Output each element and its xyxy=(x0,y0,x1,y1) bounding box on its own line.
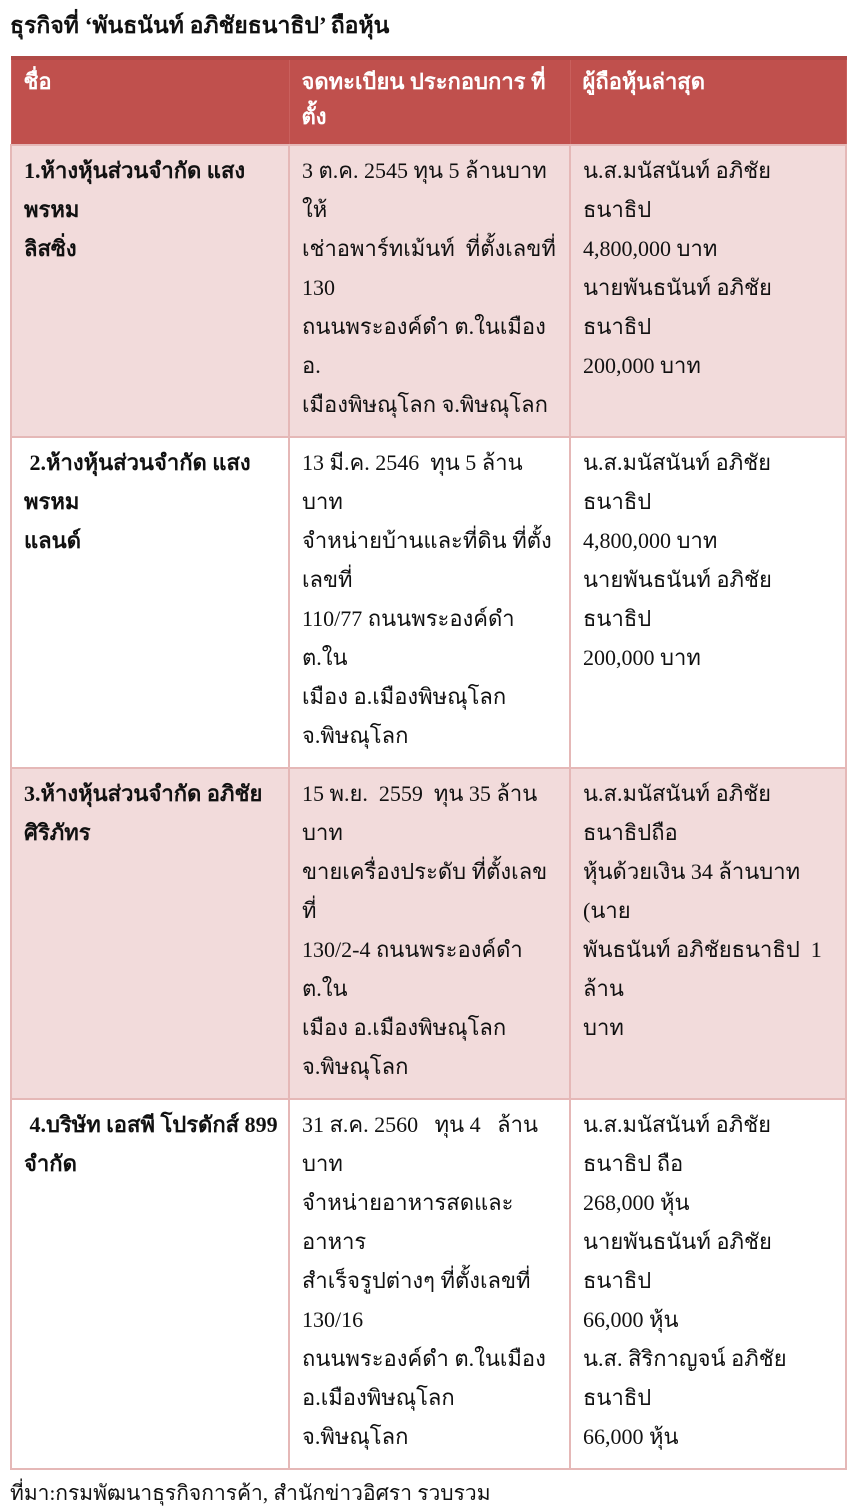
cell-line: นายพันธนันท์ อภิชัยธนาธิป xyxy=(583,1229,772,1293)
cell-line: จำหน่ายอาหารสดและอาหาร xyxy=(302,1190,514,1254)
cell-line: ขายเครื่องประดับ ที่ตั้งเลขที่ xyxy=(302,859,548,923)
cell-line: นายพันธนันท์ อภิชัยธนาธิป xyxy=(583,567,772,631)
cell-registration xyxy=(289,1099,570,1469)
page-title: ธุรกิจที่ ‘พันธนันท์ อภิชัยธนาธิป’ ถือหุ้น xyxy=(10,13,390,38)
cell-name xyxy=(11,1099,289,1469)
column-header-name: ชื่อ xyxy=(11,58,289,145)
cell-line: หุ้นด้วยเงิน 34 ล้านบาท (นาย xyxy=(583,859,812,923)
cell-line: 66,000 หุ้น xyxy=(583,1307,679,1332)
cell-line: 110/77 ถนนพระองค์ดำ ต.ใน xyxy=(302,606,521,670)
table-row xyxy=(11,145,846,437)
table-row xyxy=(11,437,846,768)
cell-line: 2.ห้างหุ้นส่วนจำกัด แสงพรหม xyxy=(24,450,251,514)
cell-line: 66,000 หุ้น xyxy=(583,1424,679,1449)
table-row xyxy=(11,768,846,1099)
cell-shareholders xyxy=(570,1099,846,1469)
cell-line: จำกัด xyxy=(24,1151,77,1176)
shareholding-table xyxy=(10,56,847,1470)
cell-line: แลนด์ xyxy=(24,528,81,553)
cell-line: จำหน่ายบ้านและที่ดิน ที่ตั้งเลขที่ xyxy=(302,528,552,592)
cell-shareholders xyxy=(570,145,846,437)
cell-line: 4.บริษัท เอสพี โปรดักส์ 899 xyxy=(24,1112,278,1137)
cell-line: เช่าอพาร์ทเม้นท์ ที่ตั้งเลขที่ 130 xyxy=(302,236,562,300)
cell-line: 31 ส.ค. 2560 ทุน 4 ล้านบาท xyxy=(302,1112,539,1176)
cell-line: เมืองพิษณุโลก จ.พิษณุโลก xyxy=(302,392,548,417)
cell-line: 200,000 บาท xyxy=(583,353,701,378)
cell-line: 4,800,000 บาท xyxy=(583,236,718,261)
cell-shareholders xyxy=(570,437,846,768)
cell-line: สำเร็จรูปต่างๆ ที่ตั้งเลขที่ 130/16 xyxy=(302,1268,537,1332)
table-body xyxy=(11,145,846,1469)
cell-line: น.ส.มนัสนันท์ อภิชัยธนาธิป xyxy=(583,450,772,514)
table-header-row xyxy=(11,58,846,145)
cell-shareholders xyxy=(570,768,846,1099)
cell-line: เมือง อ.เมืองพิษณุโลก xyxy=(302,1015,507,1040)
cell-line: 200,000 บาท xyxy=(583,645,701,670)
cell-line: บาท xyxy=(583,1015,624,1040)
cell-line: จ.พิษณุโลก xyxy=(302,723,409,748)
cell-line: 3 ต.ค. 2545 ทุน 5 ล้านบาท ให้ xyxy=(302,158,564,222)
cell-line: นายพันธนันท์ อภิชัยธนาธิป xyxy=(583,275,772,339)
cell-line: เมือง อ.เมืองพิษณุโลก xyxy=(302,684,507,709)
column-header-shareholders: ผู้ถือหุ้นล่าสุด xyxy=(570,58,846,145)
column-header-registration: จดทะเบียน ประกอบการ ที่ตั้ง xyxy=(289,58,570,145)
cell-name xyxy=(11,768,289,1099)
cell-line: อ.เมืองพิษณุโลก จ.พิษณุโลก xyxy=(302,1385,461,1449)
cell-registration xyxy=(289,437,570,768)
source-note: ที่มา:กรมพัฒนาธุรกิจการค้า, สำนักข่าวอิศรา รวบรวม xyxy=(10,1481,491,1505)
cell-line: 15 พ.ย. 2559 ทุน 35 ล้านบาท xyxy=(302,781,538,845)
cell-line: น.ส. สิริกาญจน์ อภิชัยธนาธิป xyxy=(583,1346,787,1410)
cell-name xyxy=(11,437,289,768)
cell-line: พันธนันท์ อภิชัยธนาธิป 1 ล้าน xyxy=(583,937,828,1001)
cell-line: 1.ห้างหุ้นส่วนจำกัด แสงพรหม xyxy=(24,158,246,222)
cell-line: ถนนพระองค์ดำ ต.ในเมือง อ. xyxy=(302,314,552,378)
cell-name xyxy=(11,145,289,437)
table-row xyxy=(11,1099,846,1469)
cell-line: 4,800,000 บาท xyxy=(583,528,718,553)
cell-registration xyxy=(289,145,570,437)
cell-line: น.ส.มนัสนันท์ อภิชัยธนาธิปถือ xyxy=(583,781,772,845)
cell-line: 13 มี.ค. 2546 ทุน 5 ล้านบาท xyxy=(302,450,523,514)
cell-line: จ.พิษณุโลก xyxy=(302,1054,409,1079)
cell-registration xyxy=(289,768,570,1099)
cell-line: 130/2-4 ถนนพระองค์ดำ ต.ใน xyxy=(302,937,529,1001)
cell-line: น.ส.มนัสนันท์ อภิชัยธนาธิป xyxy=(583,158,772,222)
cell-line: น.ส.มนัสนันท์ อภิชัยธนาธิป ถือ xyxy=(583,1112,772,1176)
cell-line: ถนนพระองค์ดำ ต.ในเมือง xyxy=(302,1346,546,1371)
cell-line: ลิสซิ่ง xyxy=(24,236,77,261)
cell-line: 268,000 หุ้น xyxy=(583,1190,690,1215)
cell-line: 3.ห้างหุ้นส่วนจำกัด อภิชัยศิริภัทร xyxy=(24,781,263,845)
